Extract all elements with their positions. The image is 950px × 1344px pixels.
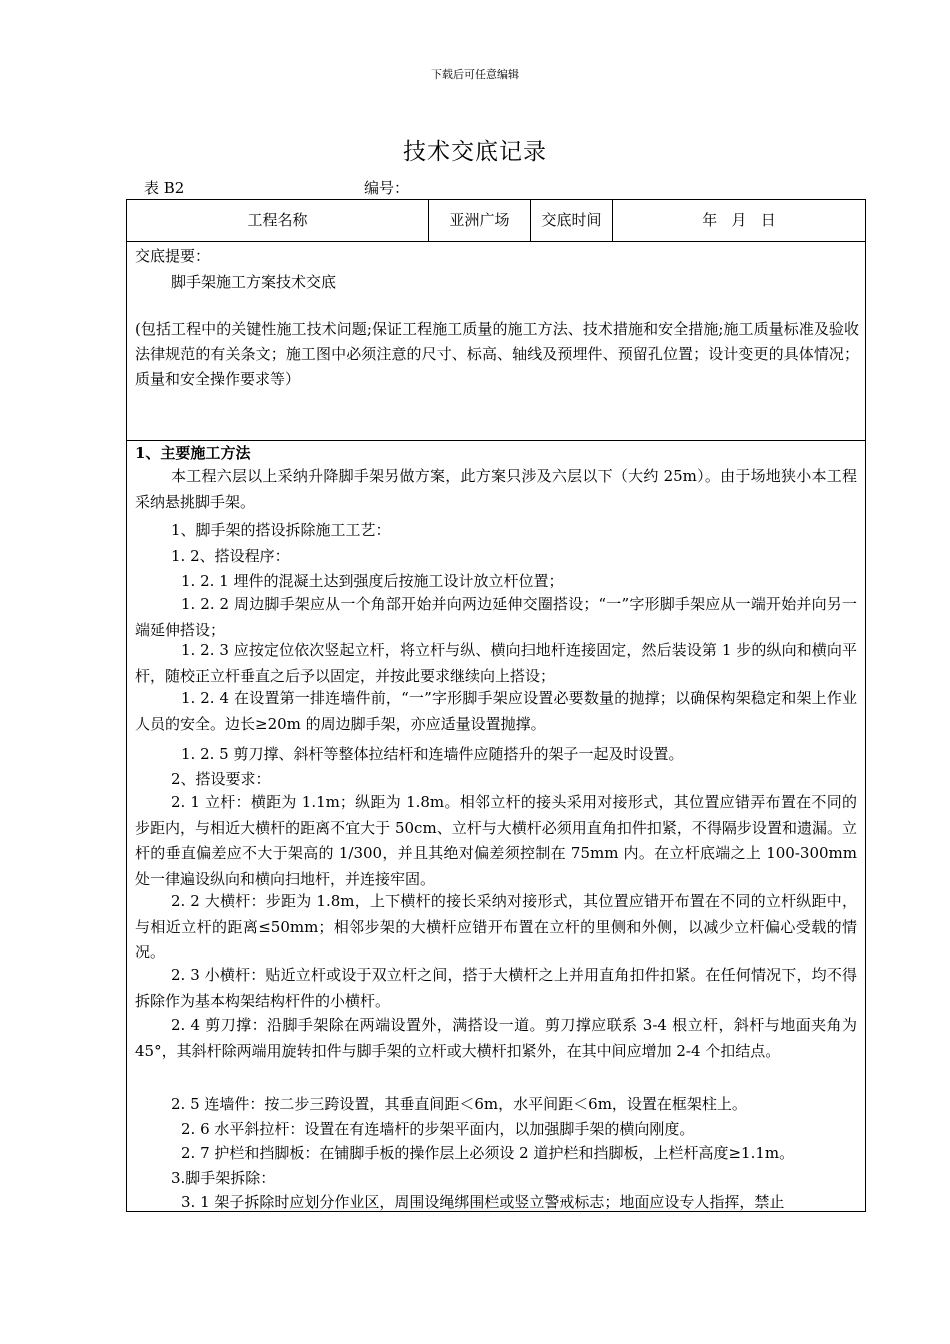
step-3: 3.脚手架拆除： — [171, 1169, 276, 1187]
step-2: 2、搭设要求： — [171, 770, 271, 788]
step-2-5: 2. 5 连墙件：按二步三跨设置，其垂直间距＜6m，水平间距＜6m，设置在框架柱上。 — [171, 1095, 747, 1113]
form-number: 表 B2 — [144, 179, 185, 197]
section-heading: 1、主要施工方法 — [135, 444, 251, 462]
step-1-2-3: 1. 2. 3 应按定位依次竖起立杆，将立杆与纵、横向扫地杆连接固定，然后装设第 1 步的纵向和横向平杆，随校正立杆垂直之后予以固定，并按此要求继续向上搭设； — [135, 641, 857, 685]
serial-number-label: 编号： — [364, 179, 410, 197]
step-1-2-5: 1. 2. 5 剪刀撑、斜杆等整体拉结杆和连墙件应随搭升的架子一起及时设置。 — [181, 745, 684, 763]
project-info-row — [127, 200, 865, 242]
step-1-2-2: 1. 2. 2 周边脚手架应从一个角部开始并向两边延伸交圈搭设；“一”字形脚手架应从一端开始并向另一端延伸搭设； — [135, 595, 857, 639]
step-2-7: 2. 7 护栏和挡脚板：在铺脚手板的操作层上必须设 2 道护栏和挡脚板，上栏杆高度≥1.1m。 — [181, 1144, 795, 1162]
summary-title: 脚手架施工方案技术交底 — [171, 273, 337, 291]
step-2-2: 2. 2 大横杆：步距为 1.8m，上下横杆的接长采纳对接形式，其位置应错开布置在不同的立杆纵距中，与相近立杆的距离≤50mm；相邻步架的大横杆应错开布置在立杆的里侧和外侧，以减少立杆偏心受载的情况。 — [135, 892, 857, 962]
step-2-6: 2. 6 水平斜拉杆：设置在有连墙杆的步架平面内，以加强脚手架的横向刚度。 — [181, 1120, 695, 1138]
handover-time-value: 年 月 日 — [702, 211, 776, 229]
step-2-4: 2. 4 剪刀撑：沿脚手架除在两端设置外，满搭设一道。剪刀撑应联系 3-4 根立杆，斜杆与地面夹角为 45°，其斜杆除两端用旋转扣件与脚手架的立杆或大横杆扣紧外，在其中间应增加 2-4 个扣结点。 — [135, 1016, 857, 1060]
handover-time-label: 交底时间 — [531, 200, 613, 241]
step-1-2: 1. 2、搭设程序： — [171, 547, 290, 565]
project-name-label: 工程名称 — [127, 200, 429, 241]
document-title: 技术交底记录 — [403, 139, 547, 165]
header-note: 下载后可任意编辑 — [431, 68, 519, 81]
summary-section — [127, 241, 865, 441]
step-1-2-1: 1. 2. 1 埋件的混凝土达到强度后按施工设计放立杆位置； — [181, 572, 564, 590]
step-1: 1、脚手架的搭设拆除施工工艺： — [171, 521, 391, 539]
summary-note: (包括工程中的关键性施工技术问题;保证工程施工质量的施工方法、技术措施和安全措施;施工质量标准及验收法律规范的有关条文；施工图中必须注意的尺寸、标高、轴线及预埋件、预留孔位置；设计变更的具体情况；质量和安全操作要求等） — [135, 320, 859, 388]
record-table — [126, 199, 866, 1212]
step-2-3: 2. 3 小横杆：贴近立杆或设于双立杆之间，搭于大横杆之上并用直角扣件扣紧。在任何情况下，均不得拆除作为基本构架结构杆件的小横杆。 — [135, 966, 857, 1010]
project-name-value: 亚洲广场 — [429, 200, 531, 241]
step-1-2-4: 1. 2. 4 在设置第一排连墙件前，“一”字形脚手架应设置必要数量的抛撑；以确保构架稳定和架上作业人员的安全。边长≥20m 的周边脚手架，亦应适量设置抛撑。 — [135, 689, 857, 733]
intro-paragraph: 本工程六层以上采纳升降脚手架另做方案，此方案只涉及六层以下（大约 25m）。由于场地狭小本工程采纳悬挑脚手架。 — [135, 467, 857, 511]
step-3-1: 3. 1 架子拆除时应划分作业区，周围设绳绑围栏或竖立警戒标志；地面应设专人指挥，禁止 — [181, 1193, 785, 1211]
step-2-1: 2. 1 立杆：横距为 1.1m；纵距为 1.8m。相邻立杆的接头采用对接形式，其位置应错弄布置在不同的步距内，与相近大横杆的距离不宜大于 50cm、立杆与大横杆必须用直角扣件扣紧，不得隔步设置和遗漏。立杆的垂直偏差应不大于架高的 1/300，并且其绝对偏差须控制在 75mm 内。在立杆底端之上 100-300mm 处一律遍设纵向和横向扫地杆，并连接牢固。 — [135, 793, 857, 889]
summary-label: 交底提要： — [135, 247, 211, 265]
